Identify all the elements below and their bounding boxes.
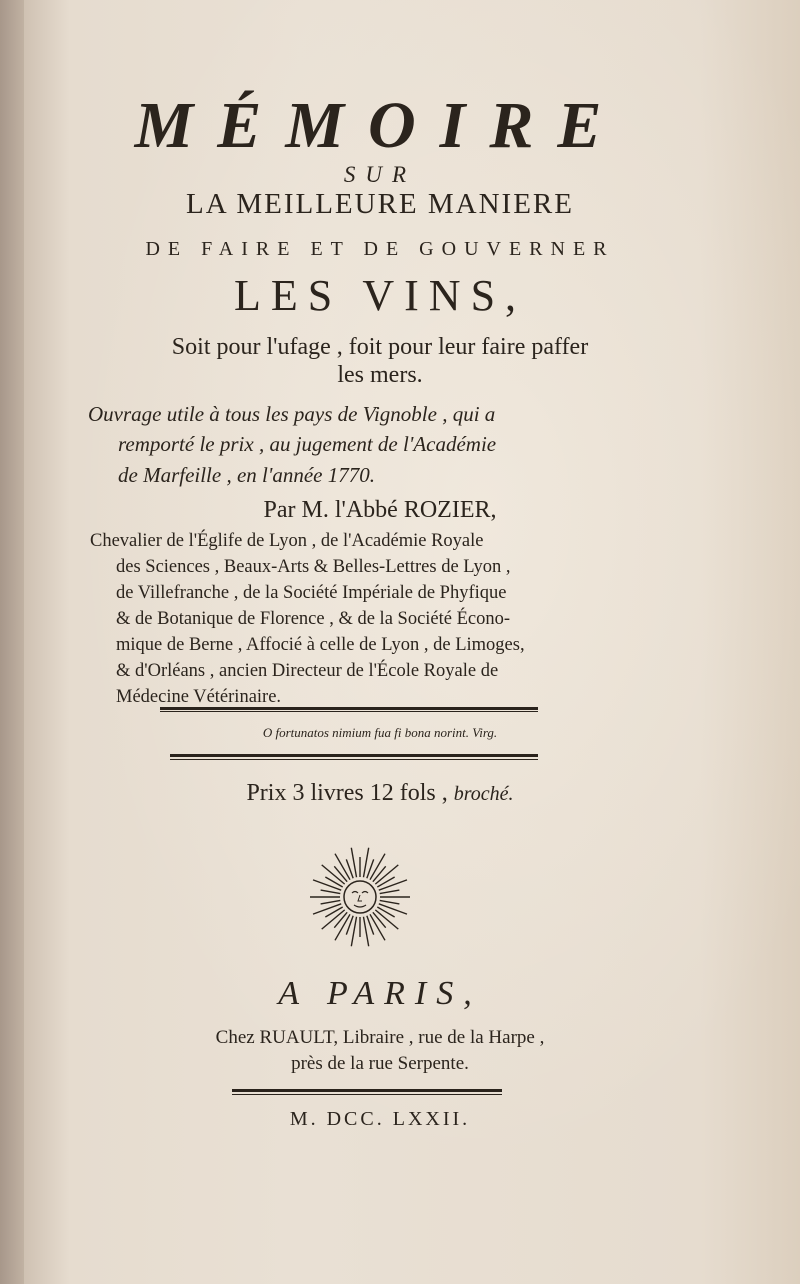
publisher-address: près de la rue Serpente. — [291, 1053, 469, 1074]
price-note: broché. — [453, 783, 514, 805]
price-text: Prix 3 livres 12 fols , — [246, 780, 448, 806]
credentials-line: & d'Orléans , ancien Directeur de l'École Royale de — [116, 661, 499, 681]
book-title: MÉMOIRE — [134, 89, 626, 162]
author-line: Par M. l'Abbé ROZIER, — [263, 497, 497, 523]
ouvrage-line-2: remporté le prix , au jugement de l'Académie — [118, 432, 497, 456]
sun-face-icon — [300, 845, 420, 955]
credentials-line: Chevalier de l'Églife de Lyon , de l'Académie Royale — [90, 531, 484, 551]
ouvrage-line-1: Ouvrage utile à tous les pays de Vignoble , qui a — [88, 402, 496, 426]
purpose-line-2: les mers. — [337, 362, 423, 388]
divider-rule — [160, 707, 538, 710]
credentials-line: Médecine Vétérinaire. — [116, 687, 282, 707]
credentials-line: de Villefranche , de la Société Impériale de Phyfique — [116, 583, 507, 603]
divider-rule — [160, 711, 538, 712]
subtitle-line-3: LES VINS, — [233, 271, 527, 320]
divider-rule — [232, 1089, 502, 1092]
purpose-line-1: Soit pour l'ufage , foit pour leur faire paffer — [171, 334, 589, 360]
divider-rule — [232, 1094, 502, 1095]
divider-rule — [170, 759, 538, 760]
price-line — [80, 780, 680, 807]
title-connector: SUR — [343, 162, 417, 187]
credentials-line: des Sciences , Beaux-Arts & Belles-Lettres de Lyon , — [116, 557, 511, 577]
divider-rule — [170, 754, 538, 757]
subtitle-line-2: DE FAIRE ET DE GOUVERNER — [145, 238, 615, 260]
credentials-line: mique de Berne , Affocié à celle de Lyon , de Limoges, — [116, 635, 525, 655]
imprint-date: M. DCC. LXXII. — [289, 1108, 471, 1130]
credentials-line: & de Botanique de Florence , & de la Société Écono- — [116, 609, 511, 629]
imprint-place: A PARIS, — [278, 975, 482, 1012]
latin-motto: O fortunatos nimium fua fi bona norint. Virg. — [262, 725, 498, 740]
subtitle-line-1: LA MEILLEURE MANIERE — [186, 188, 574, 220]
ouvrage-line-3: de Marfeille , en l'année 1770. — [118, 463, 376, 487]
publisher-line: Chez RUAULT, Libraire , rue de la Harpe , — [215, 1027, 545, 1048]
